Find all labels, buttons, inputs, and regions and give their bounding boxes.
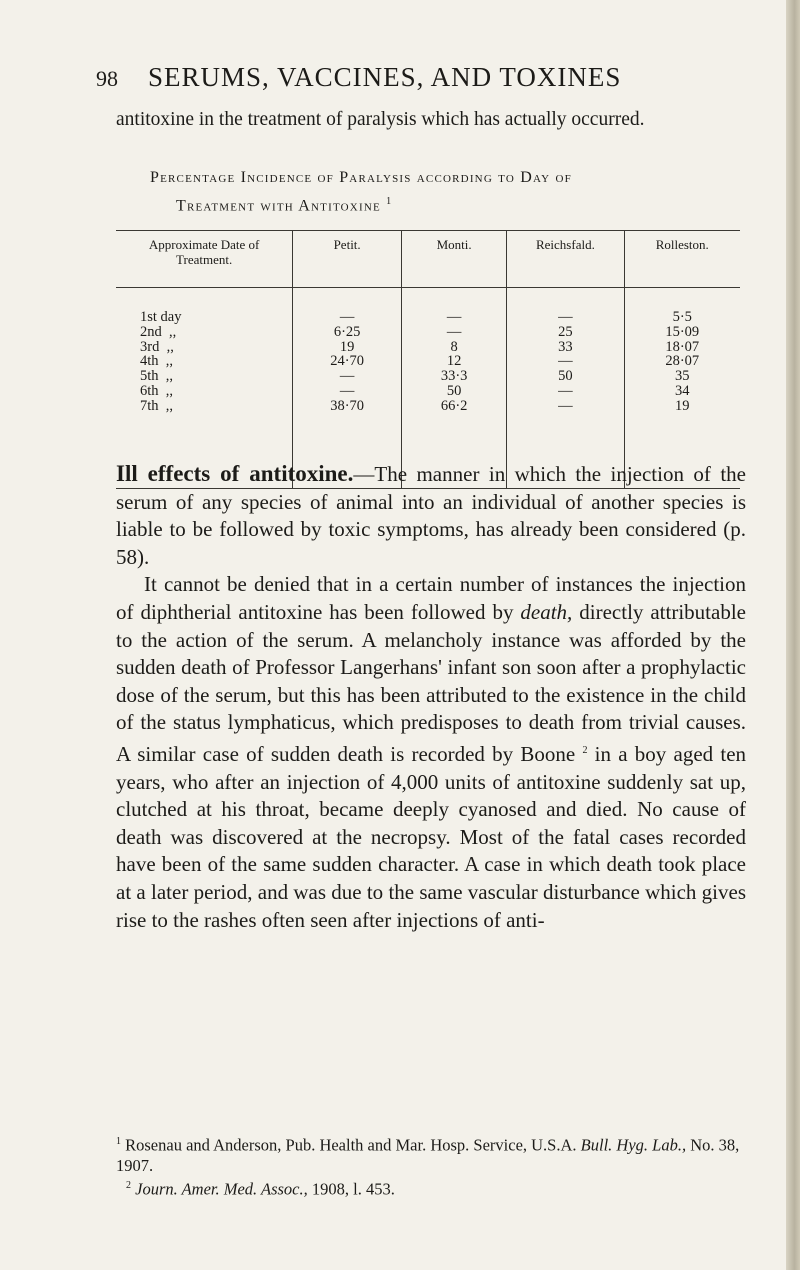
column-header-date: Approximate Date of Treatment. xyxy=(116,231,293,288)
footnote-1-text-b: No. 38, 1907. xyxy=(116,1135,740,1175)
table-caption-line-2: Treatment with Antitoxine xyxy=(176,197,381,215)
running-title: SERUMS, VACCINES, AND TOXINES xyxy=(148,62,622,92)
table-body-row xyxy=(116,288,740,489)
table-caption xyxy=(150,166,740,218)
footnote-1-journal: Bull. Hyg. Lab., xyxy=(580,1135,687,1155)
column-header-monti: Monti. xyxy=(401,231,506,288)
paralysis-incidence-table xyxy=(116,230,740,489)
paragraph-2-death-emphasis: death, xyxy=(520,599,573,624)
petit-column-values: — 6·25 19 24·70 — — 38·70 xyxy=(330,309,365,414)
footnotes xyxy=(116,1132,756,1199)
footnote-2-number: 2 xyxy=(126,1179,131,1191)
footnote-2-journal: Journ. Amer. Med. Assoc., xyxy=(135,1179,308,1198)
footnote-1 xyxy=(116,1132,756,1176)
paragraph-2-text-b: directly attributable to the action of the serum. A melancholy instance was afforded by the sudden death of Professor Langerhans' infant son soon after a prophylactic dose of the serum, but this has been attributed to the existence in the child of the status lymphaticus, which predisposes to death from trivial causes. A similar case of sudden death is recorded by Boone xyxy=(116,599,746,766)
footnote-1-text-a: Rosenau and Anderson, Pub. Health and Mar. Hosp. Service, U.S.A. xyxy=(125,1135,581,1155)
footnote-2-text-b: 1908, l. 453. xyxy=(307,1179,395,1198)
monti-column-values: — — 8 12 33·3 50 66·2 xyxy=(440,309,468,414)
footnote-2 xyxy=(116,1176,756,1200)
paragraph-2-text-a: It cannot be denied that in a certain number of instances the injection of diphtherial antitoxine has been followed by xyxy=(116,572,746,624)
section-body xyxy=(116,460,746,934)
paragraph-2 xyxy=(116,571,746,934)
paragraph-2-text-c: in a boy aged ten years, who after an injection of 4,000 units of antitoxine suddenly sat up, clutched at his throat, became deeply cyanosed and died. No cause of death was discovered at the necropsy. Most of the fatal cases recorded have been of the same sudden character. A case in which death took place at a later period, and was due to the same vascular disturbance which gives rise to the rashes often seen after injections of anti- xyxy=(116,741,747,932)
section-heading: Ill effects of antitoxine. xyxy=(116,461,354,486)
footnote-ref-2: 2 xyxy=(582,744,588,756)
column-header-reichsfald: Reichsfald. xyxy=(507,231,624,288)
footnote-1-number: 1 xyxy=(116,1136,121,1147)
reichsfald-column-values: — 25 33 — 50 — — xyxy=(558,309,573,414)
table-caption-line-1: Percentage Incidence of Paralysis according to Day of xyxy=(150,169,572,186)
date-column-values: 1st day 2nd ,, 3rd ,, 4th ,, 5th ,, 6th ,, 7th ,, xyxy=(140,309,182,414)
paragraph-1 xyxy=(116,460,746,571)
paragraph-1-text: —The manner in which the injection of the serum of any species of animal into an individual of another species is liable to be followed by toxic symptoms, has already been considered (p. 58). xyxy=(116,462,746,569)
column-header-petit: Petit. xyxy=(293,231,402,288)
page-header xyxy=(96,62,736,92)
table-header-row xyxy=(116,231,740,288)
intro-text: antitoxine in the treatment of paralysis which has actually occurred. xyxy=(116,109,645,130)
table-caption-footnote-ref: 1 xyxy=(386,196,393,207)
column-header-rolleston: Rolleston. xyxy=(624,231,740,288)
rolleston-column-values: 5·5 15·09 18·07 28·07 35 34 19 xyxy=(665,309,700,414)
page-edge xyxy=(786,0,800,1270)
page-number: 98 xyxy=(96,66,118,91)
